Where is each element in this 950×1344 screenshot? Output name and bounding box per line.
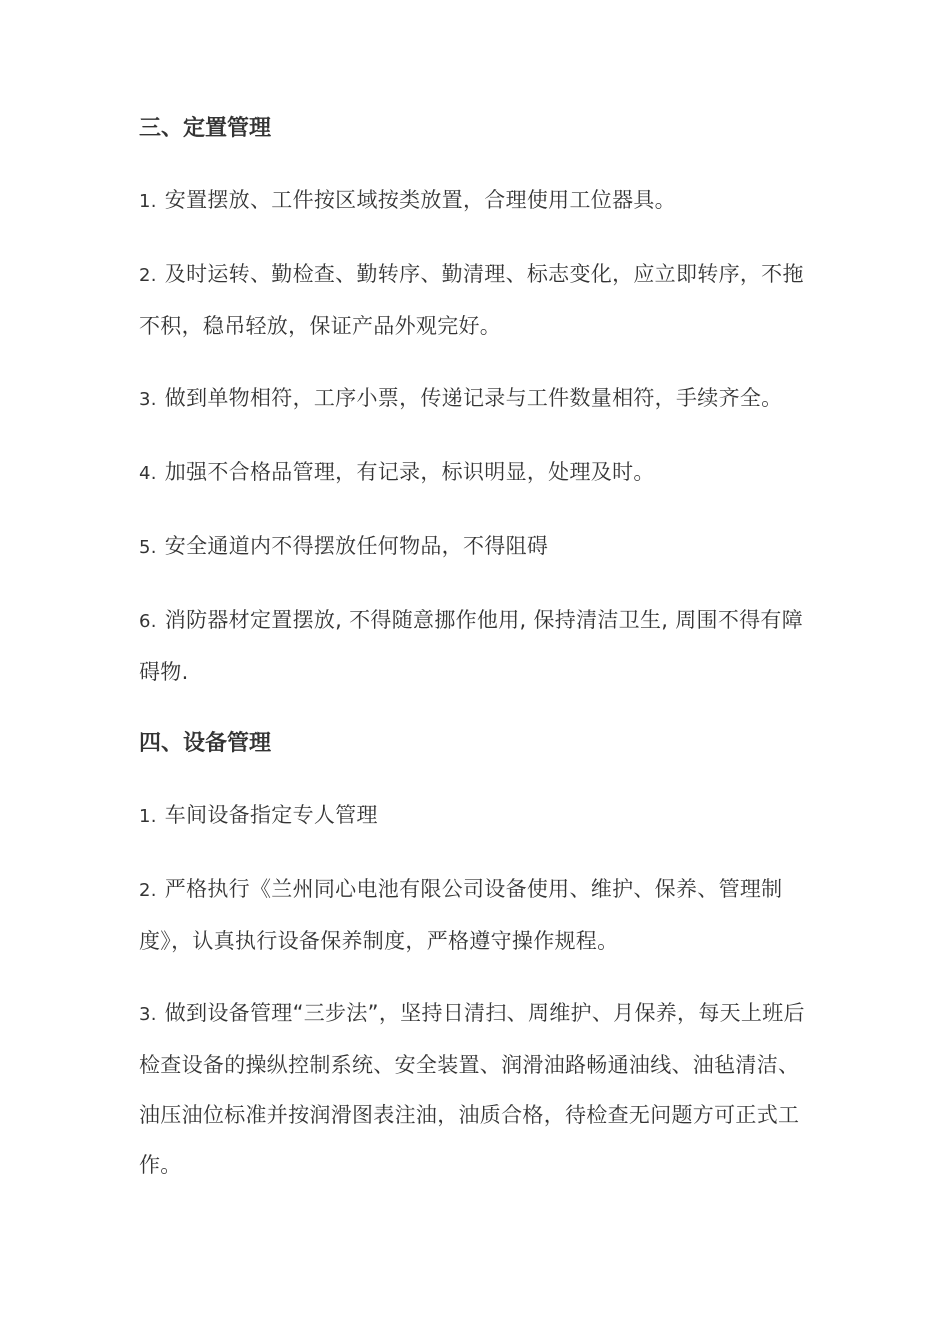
list-item <box>139 373 814 425</box>
list-item <box>139 175 814 227</box>
section-positioning-management <box>139 104 814 697</box>
document-body <box>139 104 814 1212</box>
item-text: 严格执行《兰州同心电池有限公司设备使用、维护、保养、管理制度》，认真执行设备保养制度，严格遵守操作规程。 <box>139 877 783 953</box>
list-item <box>139 521 814 573</box>
list-item <box>139 595 814 697</box>
item-text: 车间设备指定专人管理 <box>164 803 378 827</box>
item-text: 安全通道内不得摆放任何物品，不得阻碍 <box>164 534 549 558</box>
item-text: 安置摆放、工件按区域按类放置，合理使用工位器具。 <box>164 188 676 212</box>
item-number: 6. <box>139 611 157 632</box>
list-item <box>139 988 814 1190</box>
list-item <box>139 447 814 499</box>
section-title: 三、定置管理 <box>139 116 272 141</box>
item-number: 5. <box>139 537 157 558</box>
item-number: 4. <box>139 463 157 484</box>
item-text: 及时运转、勤检查、勤转序、勤清理、标志变化，应立即转序，不拖不积，稳吊轻放，保证产品外观完好。 <box>139 262 804 338</box>
item-number: 2. <box>139 265 157 286</box>
item-text: 做到设备管理“三步法”，坚持日清扫、周维护、月保养，每天上班后检查设备的操纵控制系统、安全装置、润滑油路畅通油线、油毡清洁、油压油位标准并按润滑图表注油，油质合格，待检查无问题方可正式工作。 <box>139 1001 805 1177</box>
item-number: 1. <box>139 806 157 827</box>
item-number: 3. <box>139 389 157 410</box>
item-number: 3. <box>139 1004 157 1025</box>
item-text: 加强不合格品管理，有记录，标识明显，处理及时。 <box>164 460 655 484</box>
item-number: 2. <box>139 880 157 901</box>
item-number: 1. <box>139 191 157 212</box>
list-item <box>139 790 814 842</box>
item-text: 消防器材定置摆放, 不得随意挪作他用, 保持清洁卫生, 周围不得有障碍物. <box>139 608 804 684</box>
list-item <box>139 249 814 351</box>
item-text: 做到单物相符，工序小票，传递记录与工件数量相符，手续齐全。 <box>164 386 783 410</box>
list-item <box>139 864 814 966</box>
section-equipment-management <box>139 719 814 1190</box>
section-title: 四、设备管理 <box>139 731 272 756</box>
